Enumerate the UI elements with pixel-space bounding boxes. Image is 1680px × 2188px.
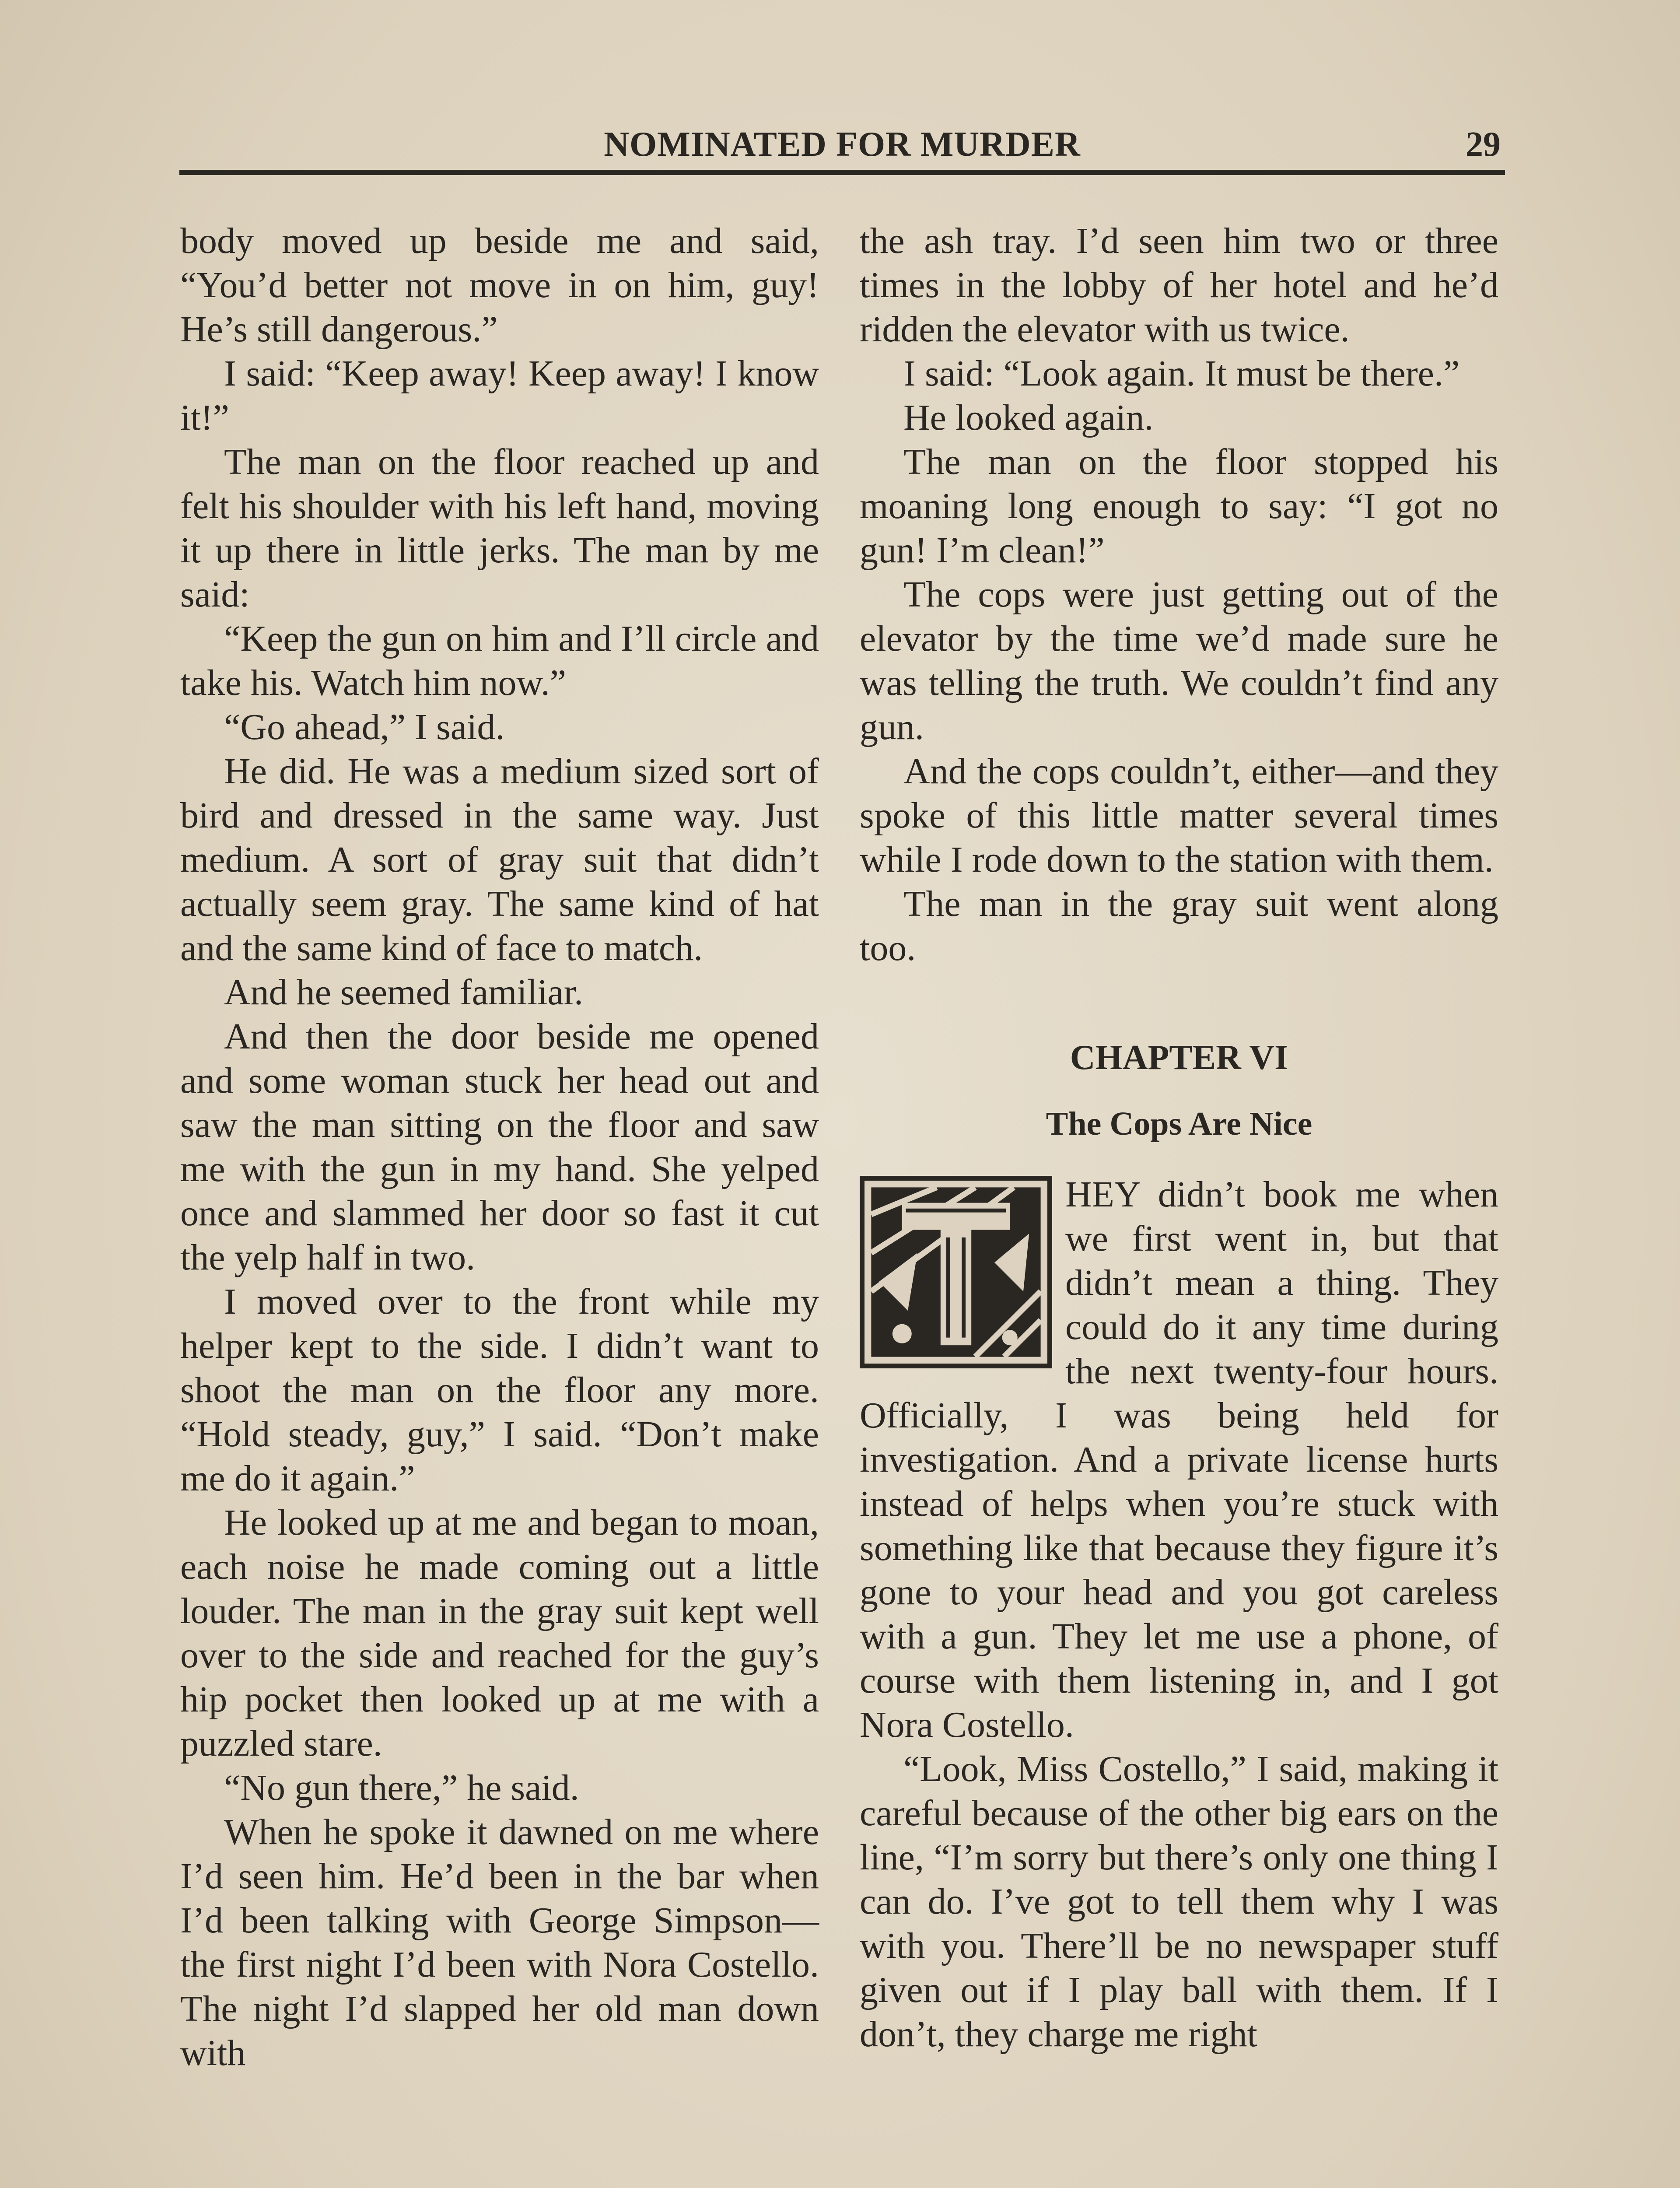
header-rule — [179, 170, 1505, 175]
page-header — [179, 120, 1505, 168]
paragraph: “Go ahead,” I said. — [224, 707, 505, 747]
paragraph: “Look, Miss Costello,” I said, making it careful because of the other big ears on the line, “I’m sorry but there’s only one thing I can do. I’ve got to tell them why I was with you. There’ll be no newspaper stuff given out if I play ball with them. If I don’t, they charge me right — [860, 1749, 1498, 2055]
paragraph: He looked up at me and began to moan, each noise he made coming out a little louder. The man in the gray suit kept well over to the side and reached for the guy’s hip pocket then looked up at me with a puzzled stare. — [180, 1502, 819, 1764]
page-number: 29 — [1466, 125, 1501, 164]
chapter-subtitle: The Cops Are Nice — [1046, 1105, 1312, 1142]
paragraph: HEY didn’t book me when we first went in, but that didn’t mean a thing. They could do it any time during the next twenty-four hours. Officially, I was being held for investigation. And a private license hurts instead of helps when you’re stuck with something like that because they figure it’s gone to your head and you got careless with a gun. They let me use a phone, of course with them listening in, and I got Nora Costello. — [860, 1174, 1498, 1745]
paragraph: “No gun there,” he said. — [224, 1767, 579, 1808]
chapter-opening — [860, 1172, 1498, 2056]
paragraph: He did. He was a medium sized sort of bird and dressed in the same way. Just medium. A sort of gray suit that didn’t actually seem gray. The same kind of hat and the same kind of face to match. — [180, 751, 819, 968]
paragraph: The man on the floor stopped his moaning long enough to say: “I got no gun! I’m clean!” — [860, 442, 1498, 571]
drop-cap-illustration — [860, 1176, 1052, 1368]
paragraph: The man in the gray suit went along too. — [860, 884, 1498, 968]
drop-cap-t-icon — [860, 1176, 1052, 1368]
running-title: NOMINATED FOR MURDER — [604, 125, 1081, 164]
paragraph: body moved up beside me and said, “You’d better not move in on him, guy! He’s still dangerous.” — [180, 221, 819, 350]
paragraph: And then the door beside me opened and some woman stuck her head out and saw the man sitting on the floor and saw me with the gun in my hand. She yelped once and slammed her door so fast it cut the yelp half in two. — [180, 1016, 819, 1278]
paragraph: The cops were just getting out of the elevator by the time we’d made sure he was telling the truth. We couldn’t find any gun. — [860, 574, 1498, 747]
paragraph: I said: “Look again. It must be there.” — [903, 353, 1460, 394]
paragraph: He looked again. — [903, 397, 1154, 438]
paragraph: I said: “Keep away! Keep away! I know it!” — [180, 353, 819, 438]
chapter-title: CHAPTER VI — [1070, 1038, 1288, 1077]
paragraph: I moved over to the front while my helper kept to the side. I didn’t want to shoot the man on the floor any more. “Hold steady, guy,” I said. “Don’t make me do it again.” — [180, 1281, 819, 1499]
paragraph: the ash tray. I’d seen him two or three times in the lobby of her hotel and he’d ridden the elevator with us twice. — [860, 221, 1498, 350]
paragraph: “Keep the gun on him and I’ll circle and take his. Watch him now.” — [180, 618, 819, 703]
paragraph: When he spoke it dawned on me where I’d seen him. He’d been in the bar when I’d been talking with George Simpson—the first night I’d been with Nora Costello. The night I’d slapped her old man down with — [180, 1812, 819, 2073]
right-column — [860, 219, 1498, 2056]
paragraph: The man on the floor reached up and felt his shoulder with his left hand, moving it up there in little jerks. The man by me said: — [180, 442, 819, 615]
paragraph: And he seemed familiar. — [224, 972, 584, 1013]
left-column — [180, 219, 819, 2075]
paragraph: And the cops couldn’t, either—and they spoke of this little matter several times while I rode down to the station with them. — [860, 751, 1498, 880]
